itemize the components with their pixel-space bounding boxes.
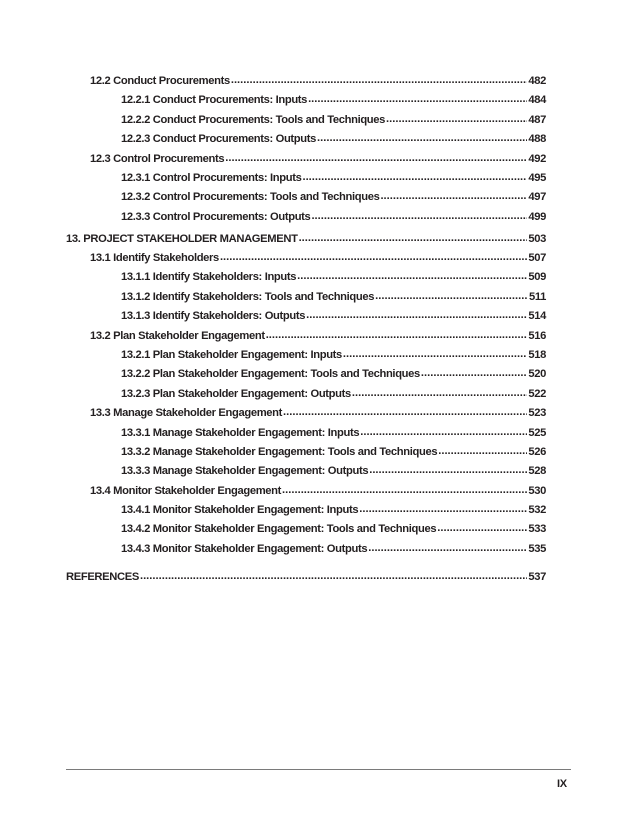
toc-entry-page: 511 (529, 290, 546, 303)
dot-leader (437, 519, 527, 538)
toc-entry-page: 492 (528, 152, 546, 165)
toc-entry-title: 12.2.1 Conduct Procurements: Inputs (121, 94, 308, 107)
dot-leader (380, 187, 527, 206)
toc-entry[interactable] (121, 268, 546, 287)
toc-entry-title: 13.1.3 Identify Stakeholders: Outputs (121, 310, 306, 323)
toc-entry[interactable] (90, 72, 546, 91)
dot-leader (317, 129, 527, 148)
dot-leader (282, 481, 527, 500)
toc-entry-page: 488 (528, 133, 546, 146)
toc-entry[interactable] (121, 520, 546, 539)
toc-entry[interactable] (121, 365, 546, 384)
dot-leader (421, 364, 527, 383)
toc-entry-page: 526 (528, 445, 546, 458)
page-number: IX (557, 778, 567, 790)
toc-entry-title: 13.4.1 Monitor Stakeholder Engagement: Inputs (121, 504, 359, 517)
dot-leader (352, 384, 527, 403)
toc-entry-page: 532 (528, 504, 546, 517)
dot-leader (231, 71, 528, 90)
toc-entry-page: 499 (528, 210, 546, 223)
dot-leader (438, 442, 527, 461)
toc-entry[interactable] (121, 208, 546, 227)
toc-entry[interactable] (121, 288, 546, 307)
toc-entry-page: 535 (528, 542, 546, 555)
toc-entry-title: 12.2 Conduct Procurements (90, 75, 230, 87)
toc-references-entry[interactable] (66, 568, 546, 587)
toc-entry[interactable] (121, 501, 546, 520)
toc-entry-title: 13. PROJECT STAKEHOLDER MANAGEMENT (66, 232, 298, 245)
toc-entry-title: 13.4.3 Monitor Stakeholder Engagement: Outputs (121, 542, 368, 555)
toc-chapter-entry[interactable] (66, 230, 546, 249)
dot-leader (368, 539, 527, 558)
toc-entry-page: 516 (528, 329, 546, 342)
toc-entry-title: 12.3.3 Control Procurements: Outputs (121, 210, 311, 223)
toc-entry[interactable] (121, 188, 546, 207)
toc-entry-title: 13.4 Monitor Stakeholder Engagement (90, 484, 282, 497)
footer-divider (66, 769, 571, 770)
toc-entry-page: 503 (528, 232, 546, 245)
dot-leader (360, 423, 527, 442)
table-of-contents (66, 72, 546, 588)
toc-entry[interactable] (121, 462, 546, 481)
toc-entry-page: 522 (528, 387, 546, 400)
toc-entry-title: 12.2.3 Conduct Procurements: Outputs (121, 133, 317, 146)
toc-entry-page: 495 (528, 171, 546, 184)
toc-entry-title: 13.4.2 Monitor Stakeholder Engagement: Tools and Techniques (121, 523, 437, 536)
toc-entry-page: 484 (528, 94, 546, 107)
toc-entry-title: 12.3.1 Control Procurements: Inputs (121, 171, 302, 184)
toc-entry-title: 13.3 Manage Stakeholder Engagement (90, 407, 283, 420)
dot-leader (299, 229, 528, 248)
dot-leader (306, 306, 527, 325)
toc-entry-page: 530 (528, 484, 546, 497)
toc-entry[interactable] (90, 327, 546, 346)
toc-entry-title: 12.2.2 Conduct Procurements: Tools and Techniques (121, 113, 386, 126)
toc-entry-title: 13.2 Plan Stakeholder Engagement (90, 329, 265, 342)
toc-entry-page: 514 (528, 310, 546, 323)
dot-leader (386, 110, 527, 129)
dot-leader (283, 403, 527, 422)
toc-entry-title: 13.1 Identify Stakeholders (90, 252, 219, 265)
toc-entry[interactable] (121, 424, 546, 443)
toc-entry-title: 13.1.2 Identify Stakeholders: Tools and Techniques (121, 290, 375, 303)
toc-entry[interactable] (121, 540, 546, 559)
dot-leader (311, 207, 527, 226)
toc-entry-page: 482 (528, 75, 546, 87)
toc-entry[interactable] (121, 130, 546, 149)
toc-entry-title: REFERENCES (66, 571, 139, 584)
dot-leader (369, 461, 527, 480)
toc-entry[interactable] (121, 346, 546, 365)
toc-entry-page: 487 (528, 113, 546, 126)
dot-leader (220, 248, 527, 267)
dot-leader (302, 168, 527, 187)
toc-entry[interactable] (90, 404, 546, 423)
toc-entry[interactable] (121, 91, 546, 110)
dot-leader (375, 287, 528, 306)
toc-entry[interactable] (121, 385, 546, 404)
toc-entry-page: 520 (528, 368, 546, 381)
toc-entry[interactable] (121, 307, 546, 326)
dot-leader (140, 567, 527, 586)
toc-entry-title: 13.2.2 Plan Stakeholder Engagement: Tools and Techniques (121, 368, 420, 381)
dot-leader (308, 90, 527, 109)
toc-entry[interactable] (121, 111, 546, 130)
toc-entry-page: 523 (528, 407, 546, 420)
toc-entry-title: 13.1.1 Identify Stakeholders: Inputs (121, 271, 297, 284)
toc-entry[interactable] (121, 169, 546, 188)
dot-leader (266, 326, 528, 345)
dot-leader (225, 149, 527, 168)
toc-entry-title: 13.3.1 Manage Stakeholder Engagement: Inputs (121, 426, 360, 439)
toc-entry[interactable] (90, 249, 546, 268)
dot-leader (297, 267, 527, 286)
toc-entry-page: 537 (528, 571, 546, 584)
toc-entry-page: 525 (528, 426, 546, 439)
toc-entry-page: 497 (528, 191, 546, 204)
dot-leader (343, 345, 527, 364)
toc-entry-title: 13.2.1 Plan Stakeholder Engagement: Inputs (121, 348, 342, 361)
toc-entry[interactable] (90, 482, 546, 501)
toc-entry-title: 13.3.3 Manage Stakeholder Engagement: Outputs (121, 465, 369, 478)
toc-entry[interactable] (90, 150, 546, 169)
toc-entry-title: 13.3.2 Manage Stakeholder Engagement: Tools and Techniques (121, 445, 438, 458)
toc-entry-page: 518 (528, 348, 546, 361)
toc-entry-page: 528 (528, 465, 546, 478)
toc-entry-page: 509 (528, 271, 546, 284)
toc-entry-title: 12.3.2 Control Procurements: Tools and Techniques (121, 191, 380, 204)
toc-entry-page: 533 (528, 523, 546, 536)
toc-entry-title: 12.3 Control Procurements (90, 152, 225, 165)
toc-entry[interactable] (121, 443, 546, 462)
toc-entry-title: 13.2.3 Plan Stakeholder Engagement: Outputs (121, 387, 351, 400)
toc-entry-page: 507 (528, 252, 546, 265)
dot-leader (359, 500, 527, 519)
